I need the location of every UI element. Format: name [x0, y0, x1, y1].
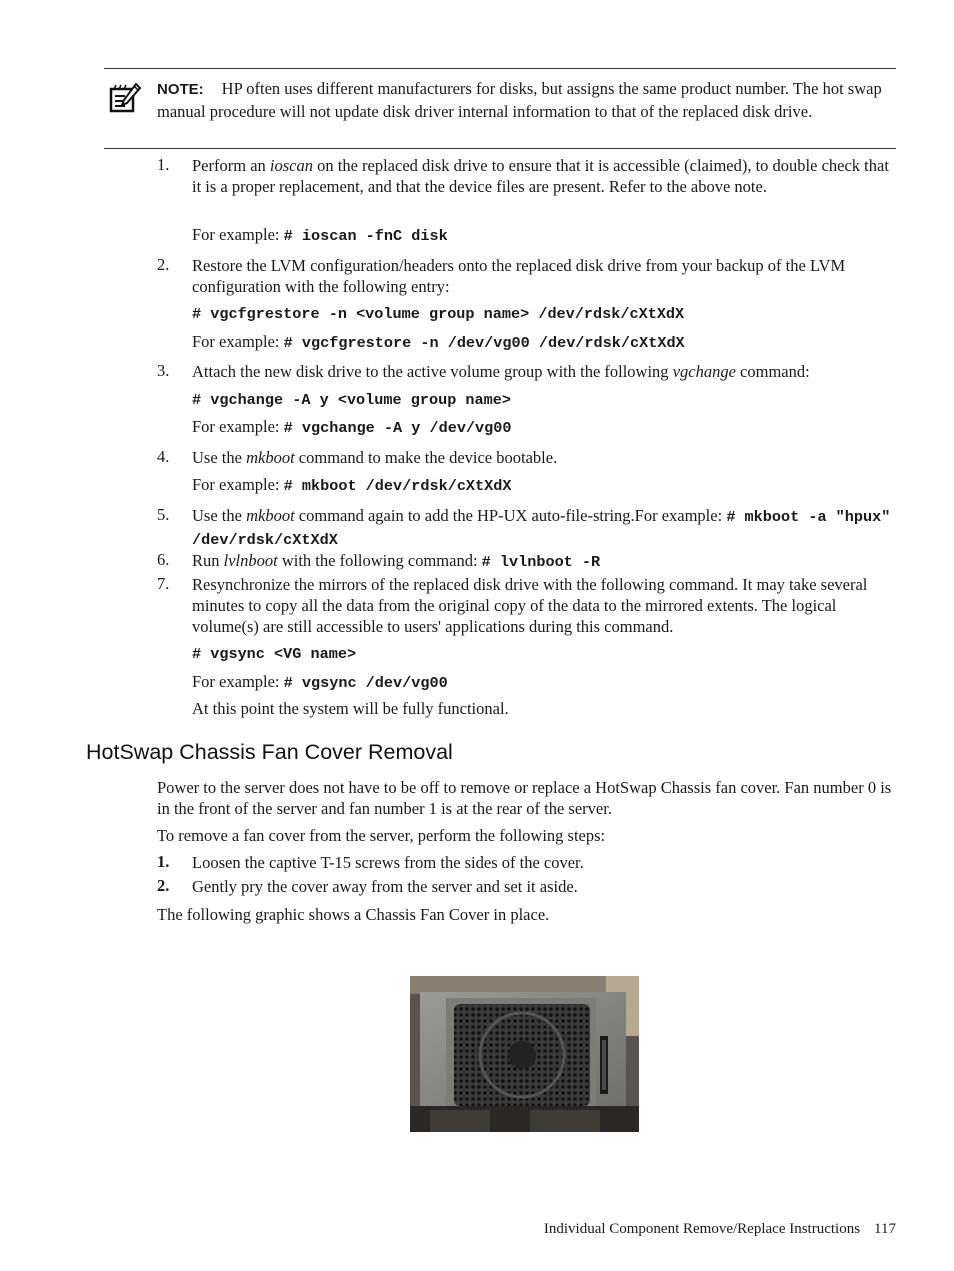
lvlnboot-code: # lvlnboot -R — [481, 553, 601, 571]
example-prefix: For example: — [192, 672, 280, 691]
functional-text: At this point the system will be fully functional. — [192, 699, 509, 718]
step-3-pre: Attach the new disk drive to the active volume group with the following — [192, 362, 673, 381]
mkboot-example-code: # mkboot /dev/rdsk/cXtXdX — [283, 477, 512, 495]
step-4-post: command to make the device bootable. — [294, 448, 558, 467]
section-lead: To remove a fan cover from the server, perform the following steps: — [157, 826, 606, 845]
step-3-example — [192, 416, 898, 439]
step-4-pre: Use the — [192, 448, 247, 467]
note-body: HP often uses different manufacturers for disks, but assigns the same product number. The hot swap manual procedure will not update disk driver internal information to that of the replaced disk drive. — [157, 79, 882, 121]
step-6-post: with the following command: — [277, 551, 482, 570]
example-prefix: For example: — [192, 225, 280, 244]
ioscan-code: # ioscan -fnC disk — [283, 227, 448, 245]
example-prefix: For example: — [192, 475, 280, 494]
step-2-example — [192, 331, 898, 354]
step-1-command: ioscan — [269, 156, 313, 175]
footer-title: Individual Component Remove/Replace Instructions — [543, 1221, 861, 1237]
step-number: 4. — [157, 447, 170, 466]
step-4-command: mkboot — [246, 448, 295, 467]
step-2-text: Restore the LVM configuration/headers onto the replaced disk drive from your backup of the LVM configuration with the following entry: — [192, 256, 846, 296]
note-label: NOTE: — [157, 81, 204, 98]
step-1-example — [192, 224, 898, 247]
step-number: 1. — [157, 155, 170, 174]
bold-step-number: 2. — [157, 876, 170, 895]
step-3-post: command: — [735, 362, 810, 381]
step-number: 7. — [157, 574, 170, 593]
step-1-text — [192, 155, 898, 197]
removal-step-2: Gently pry the cover away from the server and set it aside. — [192, 877, 578, 896]
step-3-command: vgchange — [672, 362, 736, 381]
vgchange-syntax-code: # vgchange -A y <volume group name> — [192, 391, 511, 409]
step-number: 6. — [157, 550, 170, 569]
note-text — [157, 78, 897, 122]
vgcfgrestore-example-code: # vgcfgrestore -n /dev/vg00 /dev/rdsk/cXtXdX — [283, 334, 685, 352]
step-number: 2. — [157, 255, 170, 274]
step-6-command: lvlnboot — [223, 551, 278, 570]
note-pencil-icon — [108, 81, 142, 115]
vgcfgrestore-syntax-code: # vgcfgrestore -n <volume group name> /dev/rdsk/cXtXdX — [192, 305, 685, 323]
step-number: 5. — [157, 505, 170, 524]
step-7-text: Resynchronize the mirrors of the replaced disk drive with the following command. It may take several minutes to copy all the data from the original copy of the data to the mirrored extents. The logical volume(s) are still accessible to users' applications during this command. — [192, 575, 868, 636]
section-heading: HotSwap Chassis Fan Cover Removal — [86, 740, 453, 764]
step-7-example — [192, 671, 898, 694]
step-6-pre: Run — [192, 551, 224, 570]
step-1-pre: Perform an — [192, 156, 270, 175]
step-4-example — [192, 474, 898, 497]
step-4-text — [192, 447, 898, 468]
graphic-caption: The following graphic shows a Chassis Fan Cover in place. — [157, 905, 550, 924]
section-intro: Power to the server does not have to be off to remove or replace a HotSwap Chassis fan cover. Fan number 0 is in the front of the server and fan number 1 is at the rear of the server. — [157, 778, 892, 818]
removal-step-1: Loosen the captive T-15 screws from the sides of the cover. — [192, 853, 584, 872]
example-prefix: For example: — [192, 417, 280, 436]
example-prefix: For example: — [192, 332, 280, 351]
step-5-command: mkboot — [246, 506, 295, 525]
page-footer — [544, 1221, 896, 1238]
step-5-text — [192, 505, 898, 551]
step-number: 3. — [157, 361, 170, 380]
note-box — [104, 68, 896, 149]
page-number: 117 — [874, 1221, 896, 1237]
bold-step-number: 1. — [157, 852, 170, 871]
step-1-post: on the replaced disk drive to ensure that it is accessible (claimed), to double check that it is a proper replacement, and that the device files are present. Refer to the above note. — [192, 156, 889, 196]
step-5-post: command again to add the HP-UX auto-file-string.For example: — [294, 506, 727, 525]
vgsync-example-code: # vgsync /dev/vg00 — [283, 674, 448, 692]
step-5-pre: Use the — [192, 506, 247, 525]
mkboot-hpux-code: # mkboot -a "hpux" /dev/rdsk/cXtXdX — [192, 508, 891, 549]
chassis-fan-cover-photo — [410, 976, 639, 1132]
vgsync-syntax-code: # vgsync <VG name> — [192, 645, 357, 663]
step-6-text — [192, 550, 898, 573]
vgchange-example-code: # vgchange -A y /dev/vg00 — [283, 419, 512, 437]
step-3-text — [192, 361, 898, 382]
